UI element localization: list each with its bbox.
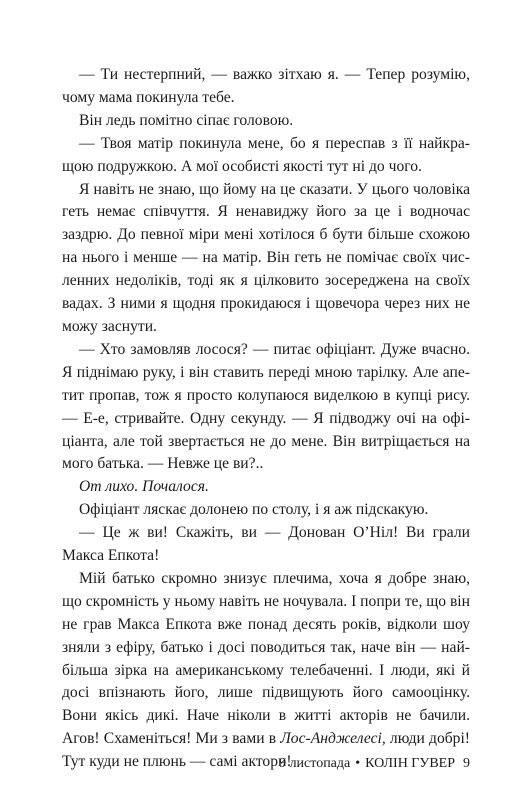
paragraph-6-text: От лихо. Почалося. [79,478,209,496]
paragraph-9-text-italic: Лос-Анджелесі, [280,730,386,748]
paragraph-9-text-a: Мій батько скромно знизує плечима, хоча я добре знаю, що скромність у ньому навіть не ночувала. І попри те, що він не грав Макса Епкота вже понад десять років, відколи шоу зняли з ефіру, батько і досі поводиться так, наче він — найбільша зірка на американському телебаченні. І люди, які й досі впізнають його, лише підвищують його самооцінку. Вони якісь дикі. Наче ніколи в житті акторів не бачили. Агов! Схаменіться! Ми з вами в [62,569,470,748]
paragraph-2-text: Він ледь помітно сіпає головою. [79,111,294,129]
footer-date: 9 листопада [279,756,351,771]
page-number: 9 [463,756,470,771]
paragraph-3 [62,133,470,179]
paragraph-2 [62,110,470,133]
paragraph-8 [62,522,470,568]
paragraph-4 [62,179,470,339]
paragraph-5-text: — Хто замовляв лосося? — питає офіціант. Дуже вчасно. Я піднімаю руку, і він ставить переді мною тарілку. Але апетит пропав, тож я просто колупаюся виделкою в купці рису. — Е-е, стривайте. Одну секунду. — Я підводжу очі на офіціанта, але той звертається не до мене. Він витріщається на мого батька. — Невже це ви?.. [62,340,470,473]
paragraph-6-italic [62,476,470,499]
page-body [62,64,470,774]
paragraph-1 [62,64,470,110]
paragraph-8-text: — Це ж ви! Скажіть, ви — Донован О’Ніл! Ви грали Макса Епкота! [62,524,470,565]
paragraph-7 [62,499,470,522]
paragraph-3-text: — Твоя матір покинула мене, бо я переспав з її найкращою подружкою. А мої особисті якості тут ні до чого. [62,134,470,175]
paragraph-9-text-b: люди добрі! Тут куди не плюнь — самі актори! [62,730,471,771]
running-footer [62,755,470,773]
footer-separator: • [355,756,361,771]
paragraph-5 [62,339,470,476]
paragraph-9 [62,568,470,774]
paragraph-7-text: Офіціант ляскає долонею по столу, і я аж підскакую. [79,501,429,519]
paragraph-1-text: — Ти нестерпний, — важко зітхаю я. — Тепер розумію, чому мама покинула тебе. [62,66,470,106]
paragraph-4-text: Я навіть не знаю, що йому на це сказати. У цього чоловіка геть немає співчуття. Я ненавиджу його за це і водночас заздрю. До певної міри мені хотілося б бути більше схожою на нього і менше — на матір. Він геть не помічає своїх численних недоліків, тоді як я цілковито зосереджена на своїх вадах. З ними я щодня прокидаюся і щовечора через них не можу заснути. [62,180,470,335]
footer-author: КОЛІН ГУВЕР [365,756,455,771]
